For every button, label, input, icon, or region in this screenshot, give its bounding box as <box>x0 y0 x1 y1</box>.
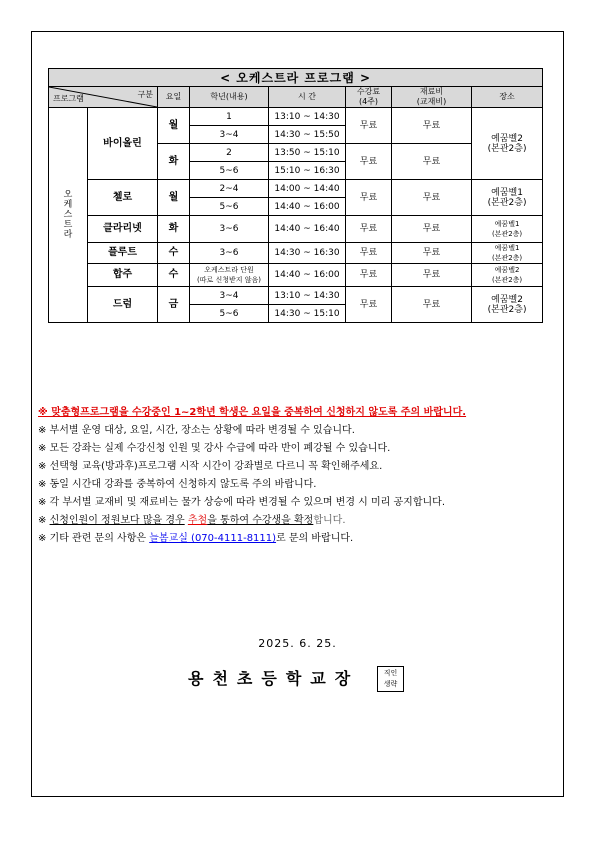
course-grade: 5~6 <box>190 162 269 180</box>
note-line: ※ 모든 강좌는 실제 수강신청 인원 및 강사 수급에 따라 반이 폐강될 수 있습니다. <box>38 443 391 454</box>
course-fee: 무료 <box>346 216 392 243</box>
header-gubun: 구분 <box>137 90 153 99</box>
note-line: ※ 맞춤형프로그램을 수강중인 1~2학년 학생은 요일을 중복하여 신청하지 않도록 주의 바랍니다. <box>38 407 467 418</box>
course-fee: 무료 <box>346 180 392 216</box>
course-grade: 2 <box>190 144 269 162</box>
course-grade: 3~6 <box>190 243 269 264</box>
course-grade: 3~4 <box>190 126 269 144</box>
table-row <box>49 287 543 305</box>
note-line: ※ 기타 관련 문의 사항은 늘봄교실 (070-4111-8111)로 문의 바랍니다. <box>38 533 354 544</box>
course-fee: 무료 <box>346 243 392 264</box>
course-time: 15:10 ~ 16:30 <box>269 162 346 180</box>
course-day: 월 <box>158 108 190 144</box>
seal-omitted-stamp: 직인 생략 <box>377 666 404 692</box>
course-day: 금 <box>158 287 190 323</box>
header-grade: 학년(내용) <box>190 87 269 108</box>
category-cell <box>49 108 88 323</box>
course-grade: 1 <box>190 108 269 126</box>
course-material: 무료 <box>392 243 472 264</box>
table-row <box>49 108 543 126</box>
course-name: 플루트 <box>88 243 158 264</box>
course-fee: 무료 <box>346 108 392 144</box>
course-place: 예꿈벨2 (본관2층) <box>472 287 543 323</box>
table-title: < 오케스트라 프로그램 > <box>49 69 543 87</box>
course-time: 13:10 ~ 14:30 <box>269 287 346 305</box>
header-place: 장소 <box>472 87 543 108</box>
header-diagonal-cell <box>49 87 158 108</box>
course-name: 첼로 <box>88 180 158 216</box>
note-line: ※ 동일 시간대 강좌를 중복하여 신청하지 않도록 주의 바랍니다. <box>38 479 317 490</box>
header-program: 프로그램 <box>53 94 84 103</box>
course-time: 14:30 ~ 15:50 <box>269 126 346 144</box>
header-time: 시 간 <box>269 87 346 108</box>
category-label: 오 케 스 트 라 <box>63 190 73 240</box>
table-row <box>49 243 543 264</box>
course-name: 합주 <box>88 264 158 287</box>
course-time: 14:40 ~ 16:40 <box>269 216 346 243</box>
table-row <box>49 264 543 287</box>
course-day: 수 <box>158 243 190 264</box>
header-fee: 수강료 (4주) <box>346 87 392 108</box>
course-grade: 5~6 <box>190 305 269 323</box>
course-grade: 오케스트라 단원 (따로 신청받지 않음) <box>190 264 269 287</box>
course-time: 13:10 ~ 14:30 <box>269 108 346 126</box>
course-name: 바이올린 <box>88 108 158 180</box>
course-name: 클라리넷 <box>88 216 158 243</box>
course-time: 14:40 ~ 16:00 <box>269 264 346 287</box>
note-line: ※ 선택형 교육(방과후)프로그램 시작 시간이 강좌별로 다르니 꼭 확인해주세요. <box>38 461 383 472</box>
course-day: 화 <box>158 216 190 243</box>
header-material: 재료비 (교재비) <box>392 87 472 108</box>
course-material: 무료 <box>392 108 472 144</box>
course-material: 무료 <box>392 264 472 287</box>
course-place: 예꿈벨1 (본관2층) <box>472 216 543 243</box>
course-place: 예꿈벨1 (본관2층) <box>472 243 543 264</box>
school-principal: 용천초등학교장 <box>188 669 360 688</box>
course-material: 무료 <box>392 180 472 216</box>
header-row <box>49 87 543 108</box>
course-place: 예꿈벨1 (본관2층) <box>472 180 543 216</box>
orchestra-schedule-table <box>48 68 543 323</box>
course-time: 14:40 ~ 16:00 <box>269 198 346 216</box>
note-line: ※ 부서별 운영 대상, 요일, 시간, 장소는 상황에 따라 변경될 수 있습니다. <box>38 425 355 436</box>
notes-section <box>38 404 553 548</box>
course-grade: 3~4 <box>190 287 269 305</box>
note-line: ※ 각 부서별 교재비 및 재료비는 물가 상승에 따라 변경될 수 있으며 변경 시 미리 공지합니다. <box>38 497 445 508</box>
course-fee: 무료 <box>346 264 392 287</box>
table-row <box>49 216 543 243</box>
course-material: 무료 <box>392 216 472 243</box>
course-time: 13:50 ~ 15:10 <box>269 144 346 162</box>
course-fee: 무료 <box>346 287 392 323</box>
course-grade: 3~6 <box>190 216 269 243</box>
course-day: 수 <box>158 264 190 287</box>
table-row <box>49 180 543 198</box>
header-day: 요일 <box>158 87 190 108</box>
course-name: 드럼 <box>88 287 158 323</box>
course-place: 예꿈벨2 (본관2층) <box>472 264 543 287</box>
course-time: 14:00 ~ 14:40 <box>269 180 346 198</box>
course-place: 예꿈벨2 (본관2층) <box>472 108 543 180</box>
course-day: 월 <box>158 180 190 216</box>
course-material: 무료 <box>392 144 472 180</box>
contact-link[interactable]: 늘봄교실 (070-4111-8111) <box>149 533 277 544</box>
course-time: 14:30 ~ 15:10 <box>269 305 346 323</box>
issue-date: 2025. 6. 25. <box>258 637 337 650</box>
course-time: 14:30 ~ 16:30 <box>269 243 346 264</box>
course-material: 무료 <box>392 287 472 323</box>
course-fee: 무료 <box>346 144 392 180</box>
course-grade: 2~4 <box>190 180 269 198</box>
course-grade: 5~6 <box>190 198 269 216</box>
course-day: 화 <box>158 144 190 180</box>
note-line: ※ 신청인원이 정원보다 많을 경우 추첨을 통하여 수강생을 확정합니다. <box>38 515 346 526</box>
